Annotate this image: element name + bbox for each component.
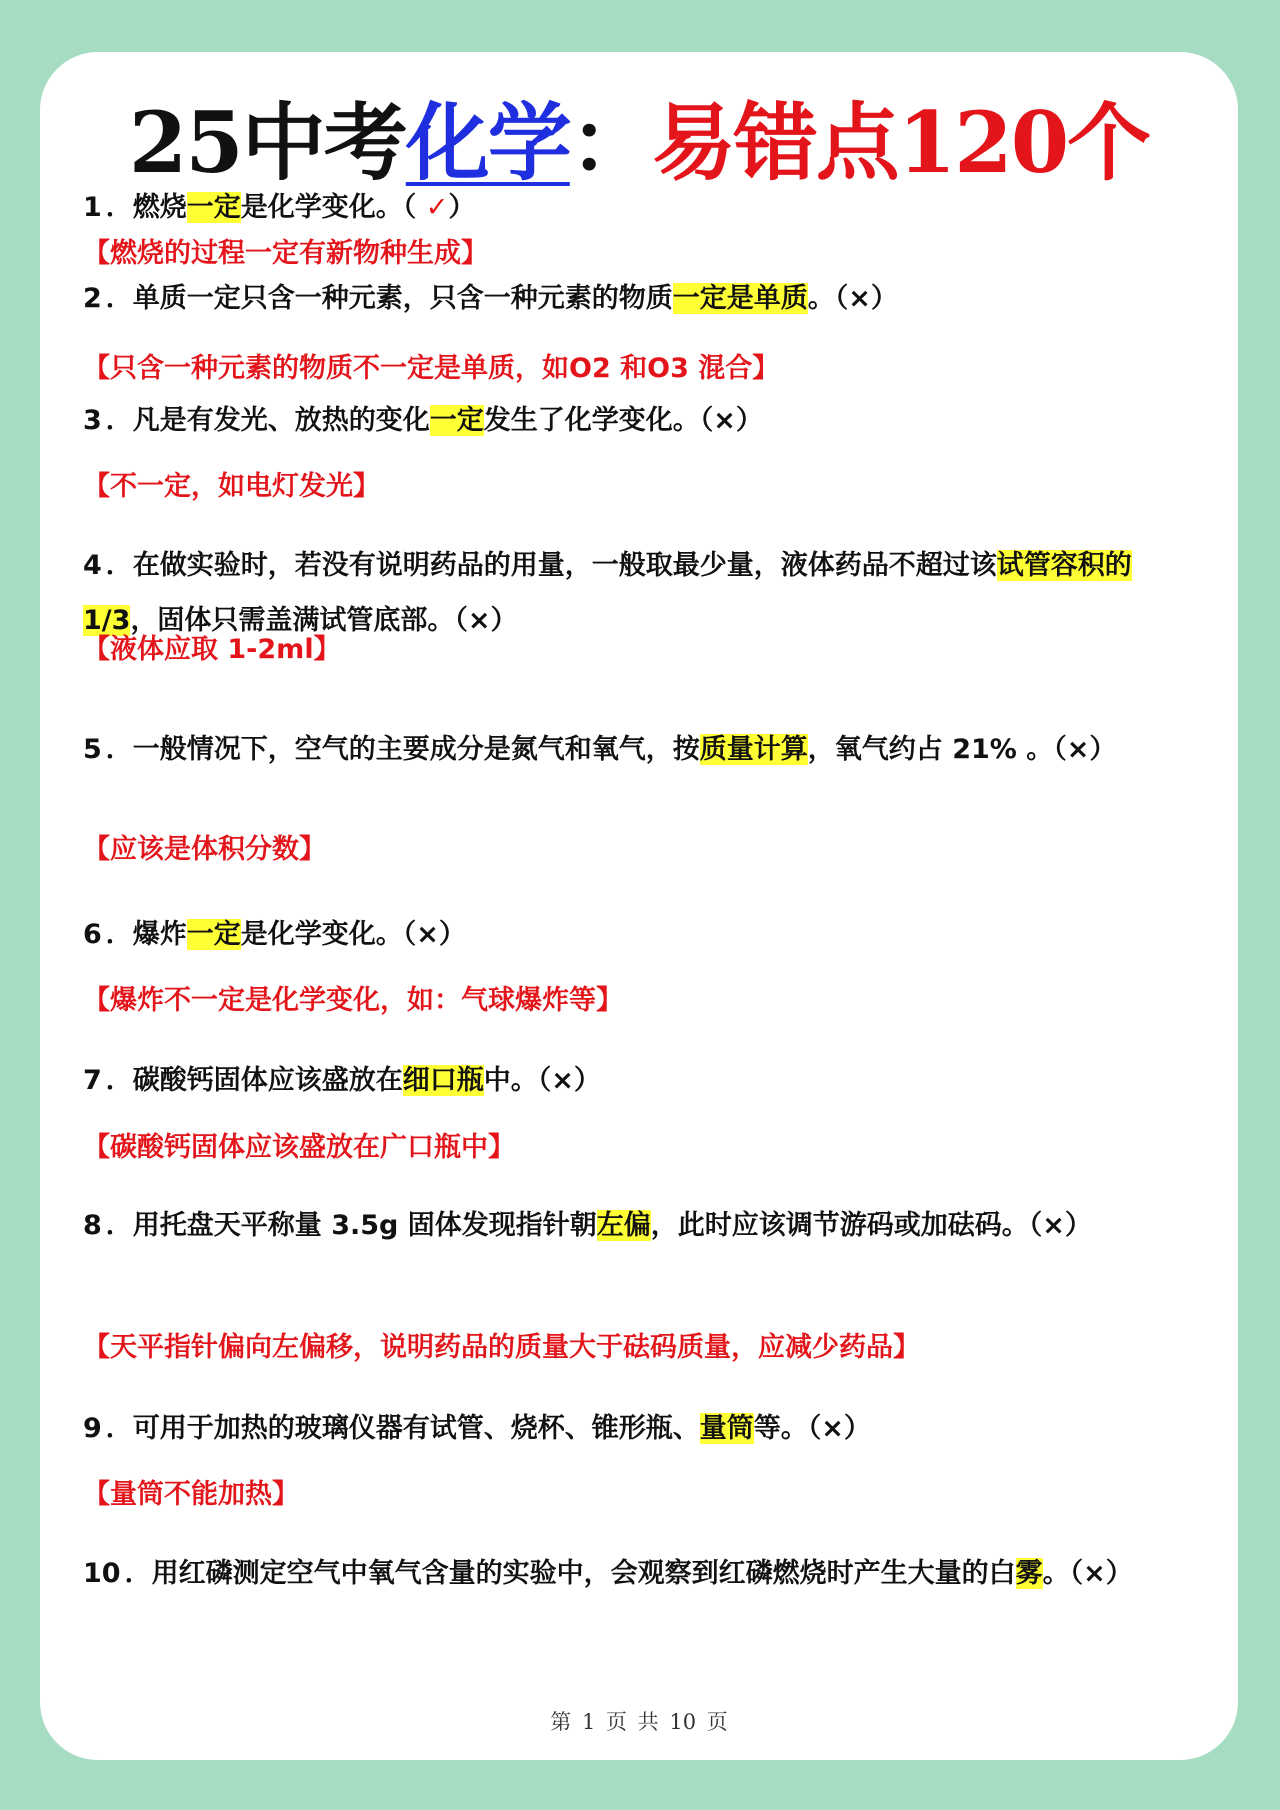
question-6: [83, 907, 1208, 962]
answer-4: 【液体应取 1-2ml】: [83, 634, 341, 665]
question-text: ．凡是有发光、放热的变化: [105, 405, 430, 436]
question-text-end: 中。（×）: [483, 1065, 601, 1096]
question-text-end: 是化学变化。（×）: [240, 919, 466, 950]
question-text: ．一般情况下，空气的主要成分是氮气和氧气，按: [105, 734, 700, 765]
question-number: 6: [83, 919, 102, 950]
question-text: ．燃烧: [105, 192, 187, 223]
question-text-end: ，此时应该调节游码或加砝码。（×）: [650, 1210, 1092, 1241]
highlight: 一定: [186, 192, 241, 223]
question-1: [83, 180, 1208, 235]
question-text: ．用托盘天平称量 3.5g 固体发现指针朝: [105, 1210, 597, 1241]
question-close: ）: [448, 192, 476, 223]
question-number: 4: [83, 550, 102, 581]
highlight: 质量计算: [699, 734, 808, 765]
question-10: [83, 1546, 1208, 1601]
question-number: 7: [83, 1065, 102, 1096]
question-number: 5: [83, 734, 102, 765]
question-number: 1: [83, 192, 102, 223]
highlight: 量筒: [699, 1413, 754, 1444]
question-text: ．用红磷测定空气中氧气含量的实验中，会观察到红磷燃烧时产生大量的白: [124, 1558, 1016, 1589]
question-text: ．在做实验时，若没有说明药品的用量，一般取最少量，液体药品不超过该: [105, 550, 997, 581]
question-text: ．单质一定只含一种元素，只含一种元素的物质: [105, 283, 673, 314]
question-text: ．爆炸: [105, 919, 187, 950]
question-text: ．碳酸钙固体应该盛放在: [105, 1065, 403, 1096]
answer-7: 【碳酸钙固体应该盛放在广口瓶中】: [83, 1132, 515, 1163]
question-number: 8: [83, 1210, 102, 1241]
highlight: 一定: [186, 919, 241, 950]
answer-8: 【天平指针偏向左偏移，说明药品的质量大于砝码质量，应减少药品】: [83, 1332, 920, 1363]
question-8: [83, 1198, 1208, 1253]
question-text-end: 。（×）: [1042, 1558, 1133, 1589]
page-card: [40, 52, 1238, 1760]
title-subject: 化学: [405, 93, 570, 192]
title-topic: 易错点120个: [651, 93, 1150, 192]
highlight: 雾: [1015, 1558, 1043, 1589]
answer-5: 【应该是体积分数】: [83, 834, 326, 865]
question-text-end: 等。（×）: [753, 1413, 871, 1444]
question-9: [83, 1401, 1208, 1456]
question-2: [83, 271, 1208, 326]
question-7: [83, 1053, 1208, 1108]
highlight: 左偏: [596, 1210, 651, 1241]
check-mark-icon: ✓: [425, 192, 449, 223]
question-text-end: 。（×）: [807, 283, 898, 314]
answer-6: 【爆炸不一定是化学变化，如：气球爆炸等】: [83, 985, 623, 1016]
answer-1: 【燃烧的过程一定有新物种生成】: [83, 238, 488, 269]
highlight: 一定是单质: [672, 283, 808, 314]
highlight: 一定: [429, 405, 484, 436]
question-text-end: ，氧气约占 21% 。（×）: [807, 734, 1117, 765]
question-number: 10: [83, 1558, 121, 1589]
question-number: 2: [83, 283, 102, 314]
title-colon: ：: [569, 93, 652, 192]
question-text-end: 是化学变化。（: [240, 192, 426, 223]
question-number: 3: [83, 405, 102, 436]
answer-2: 【只含一种元素的物质不一定是单质，如O2 和O3 混合】: [83, 353, 780, 384]
question-text: ．可用于加热的玻璃仪器有试管、烧杯、锥形瓶、: [105, 1413, 700, 1444]
answer-9: 【量筒不能加热】: [83, 1479, 299, 1510]
highlight: 试管容积的 1/3: [83, 550, 1132, 636]
page-footer: 第 1 页 共 10 页: [550, 1710, 728, 1734]
question-text-end: ，固体只需盖满试管底部。（×）: [130, 605, 518, 636]
question-number: 9: [83, 1413, 102, 1444]
question-3: [83, 393, 1208, 448]
title-part1: 25中考: [128, 93, 406, 192]
question-5: [83, 722, 1208, 777]
answer-3: 【不一定，如电灯发光】: [83, 471, 380, 502]
highlight: 细口瓶: [402, 1065, 484, 1096]
question-text-end: 发生了化学变化。（×）: [483, 405, 763, 436]
